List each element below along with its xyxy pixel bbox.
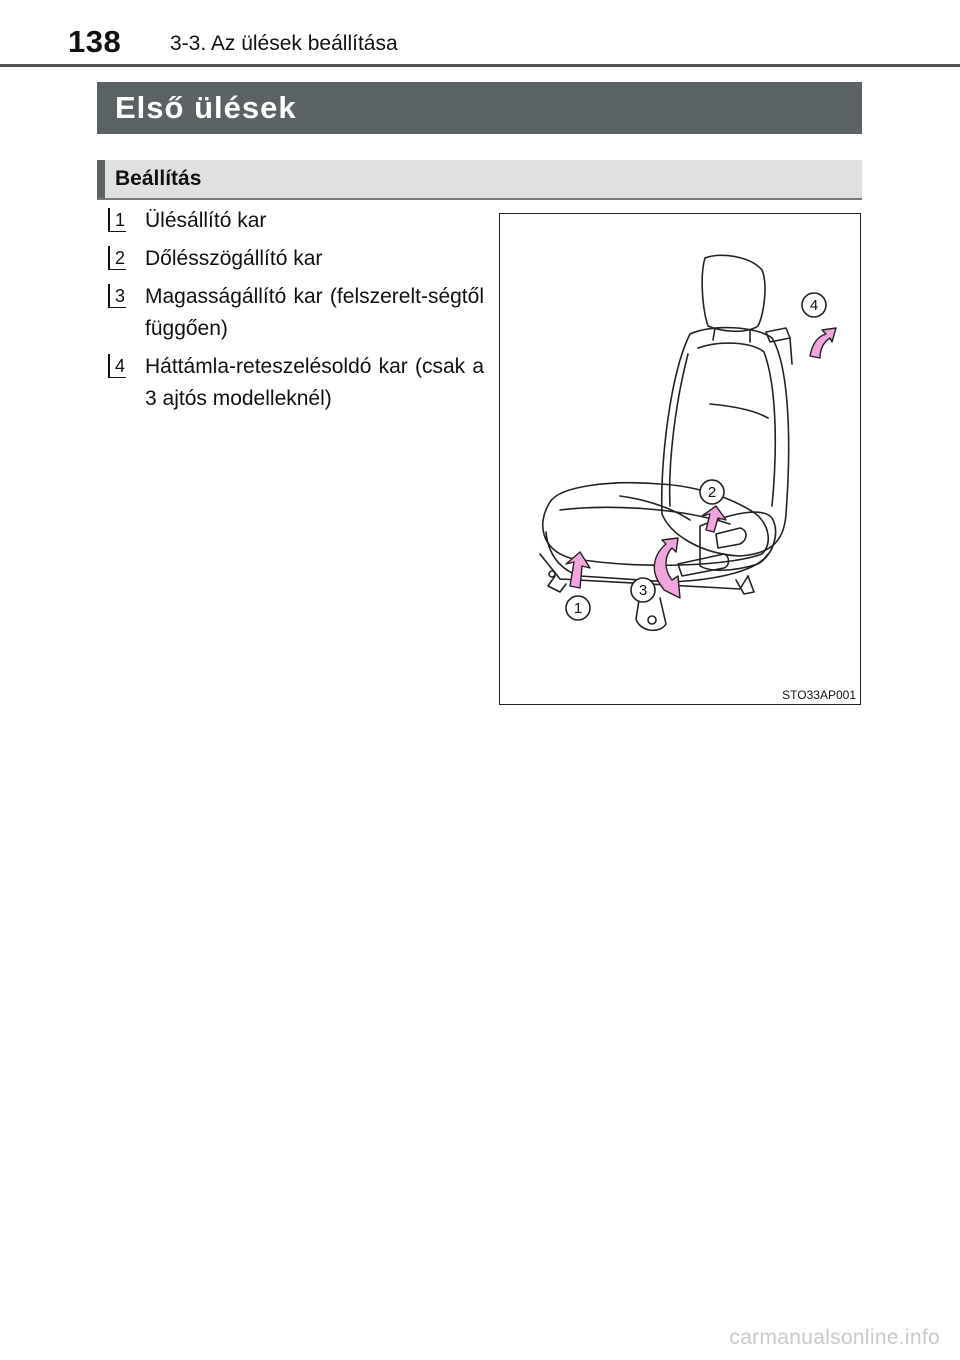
callout-3-label: 3 xyxy=(638,582,648,599)
arrow-3-icon xyxy=(654,538,680,598)
seat-cushion-outline xyxy=(543,483,769,565)
list-item xyxy=(108,243,484,275)
item-list xyxy=(108,205,484,421)
item-text: Dőlésszögállító kar xyxy=(145,247,323,270)
header-rule xyxy=(0,64,960,67)
item-text: Háttámla-reteszelésoldó kar (csak a 3 ajtós modelleknél) xyxy=(145,355,484,410)
list-item xyxy=(108,351,484,415)
item-number: 4 xyxy=(108,354,132,378)
list-item xyxy=(108,205,484,237)
watermark: carmanualsonline.info xyxy=(729,1326,940,1349)
arrow-2-icon xyxy=(702,506,726,532)
page-number: 138 xyxy=(68,24,122,59)
callout-2-label: 2 xyxy=(707,484,717,501)
subsection-bar xyxy=(97,160,862,200)
section-title: Első ülések xyxy=(115,90,297,125)
seat-figure xyxy=(499,213,861,705)
callout-4-label: 4 xyxy=(809,297,819,314)
headrest-outline xyxy=(702,255,765,331)
running-head: 3-3. Az ülések beállítása xyxy=(170,32,398,55)
figure-code: STO33AP001 xyxy=(782,688,856,702)
arrow-4-icon xyxy=(810,328,836,358)
back-release-lever xyxy=(766,328,790,342)
subsection-accent xyxy=(97,160,105,198)
subsection-title: Beállítás xyxy=(115,167,202,190)
seat-illustration xyxy=(500,214,862,706)
item-number: 1 xyxy=(108,208,132,232)
list-item xyxy=(108,281,484,345)
item-number: 3 xyxy=(108,284,132,308)
callout-1-label: 1 xyxy=(573,600,583,617)
recline-lever xyxy=(716,528,746,548)
item-number: 2 xyxy=(108,246,132,270)
item-text: Magasságállító kar (felszerelt-ségtől függően) xyxy=(145,285,484,340)
item-text: Ülésállító kar xyxy=(145,209,267,232)
section-bar xyxy=(97,82,862,134)
